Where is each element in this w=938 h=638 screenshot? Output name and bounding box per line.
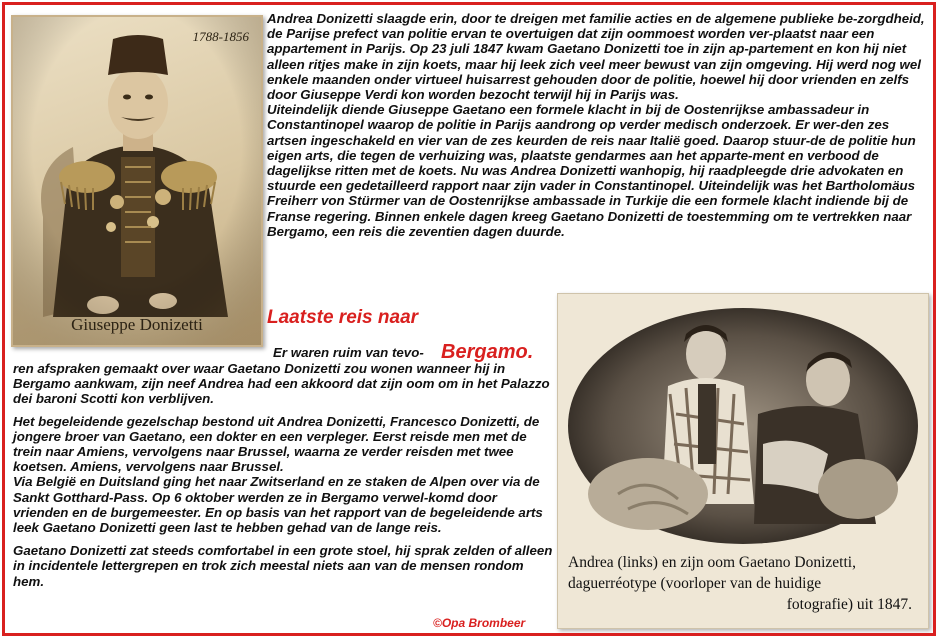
paragraph-final: Gaetano Donizetti zat steeds comfortabel in een grote stoel, hij sprak zelden of alleen in incidentele lettergrepen en trok zich meestal niets aan van de mensen rondom hem. [13,543,553,589]
portrait-caption: Giuseppe Donizetti [71,315,203,334]
paragraph-tevo-start: Er waren ruim van tevo- [273,345,424,360]
portrait-giuseppe-donizetti [11,15,263,347]
daguerreotype-photo [557,293,929,629]
paragraph-complaint: Uiteindelijk diende Giuseppe Gaetano een formele klacht in bij de Oostenrijkse ambassadeur in Constantinopel waarop de politie in Parijs aandrong op verder medisch onderzoek. Er wer-den zes artsen ingeschakeld en vier van de zes keurden de reis naar Italië goed. Daarop stuur-de de politie hun eigen arts, die tegen de verhuizing was, plaatste gendarmes aan het apparte-ment en verbood de dagelijkse ritten met de koets. Nu was Andrea Donizetti wanhopig, hij raadpleegde drie advokaten en stuurde een gedetailleerd rapport naar zijn vader in Constantinopel. Uiteindelijk was het Bartholomäus Freiherr von Stürmer van de Oostenrijkse ambassade in Turkije die een formele klacht indiende bij de Franse regering. Binnen enkele dagen kreeg Gaetano Donizetti de toestemming om te vertrekken naar Bergamo, een reis die zeventien dagen duurde. [267,102,916,239]
portrait-years: 1788-1856 [192,29,249,44]
paragraph-company: Het begeleidende gezelschap bestond uit Andrea Donizetti, Francesco Donizetti, de jongere broer van Gaetano, een dokter en een verpleger. Eerst reisde men met de trein naar Amiens, vervolgens naar Brussel, waarna ze verder reisden met twee koetsen. Amiens, vervolgens naar Brussel. [13,413,540,475]
copyright-signature: ©Opa Brombeer [433,616,526,630]
page-frame [2,2,936,636]
section-heading-line2: Bergamo. [441,341,534,363]
paragraph-route: Via België en Duitsland ging het naar Zwitserland en ze staken de Alpen over via de Sankt Gotthard-Pass. Op 6 oktober werden ze in Bergamo verwel-komd door vrienden en de burgemeester. En op basis van het rapport van de begeleidende arts leek Gaetano Donizetti geen last te hebben gehad van de lange reis. [13,474,543,536]
lower-text-block [13,361,553,589]
photo-caption-line3: fotografie) uit 1847. [786,596,912,613]
section-heading-line1: Laatste reis naar [267,307,419,328]
photo-caption [568,552,918,615]
photo-caption-line1: Andrea (links) en zijn oom Gaetano Donizetti, [568,554,856,571]
photo-caption-line2: daguerréotype (voorloper van de huidige [568,575,822,592]
intro-text-block [267,11,927,239]
paragraph-tevo-rest: ren afspraken gemaakt over waar Gaetano Donizetti zou wonen wanneer hij in Bergamo aankwam, zijn neef Andrea had een akkoord dat zijn oom om in het Palazzo dei baroni Scotti kon verblijven. [13,361,550,407]
daguerreotype-illustration [558,294,928,550]
paragraph-intro: Andrea Donizetti slaagde erin, door te dreigen met familie acties en de algemene publieke be-zorgdheid, de Parijse prefect van politie ervan te overtuigen dat zijn oommoest worden ver-plaatst naar een appartement in Parijs. Op 23 juli 1847 kwam Gaetano Donizetti toe in zijn ap-partement en kon hij niet alleen ritjes make in zijn koets, maar hij leek zich veel meer bewust van zijn omgeving. Hij werd nog wel enkele maanden onder virtueel huisarrest gehouden door de politie, hoewel hij door vrienden en zelfs door Giuseppe Verdi kon worden bezocht terwijl hij in Parijs was. [267,11,925,103]
portrait-illustration [13,17,261,345]
